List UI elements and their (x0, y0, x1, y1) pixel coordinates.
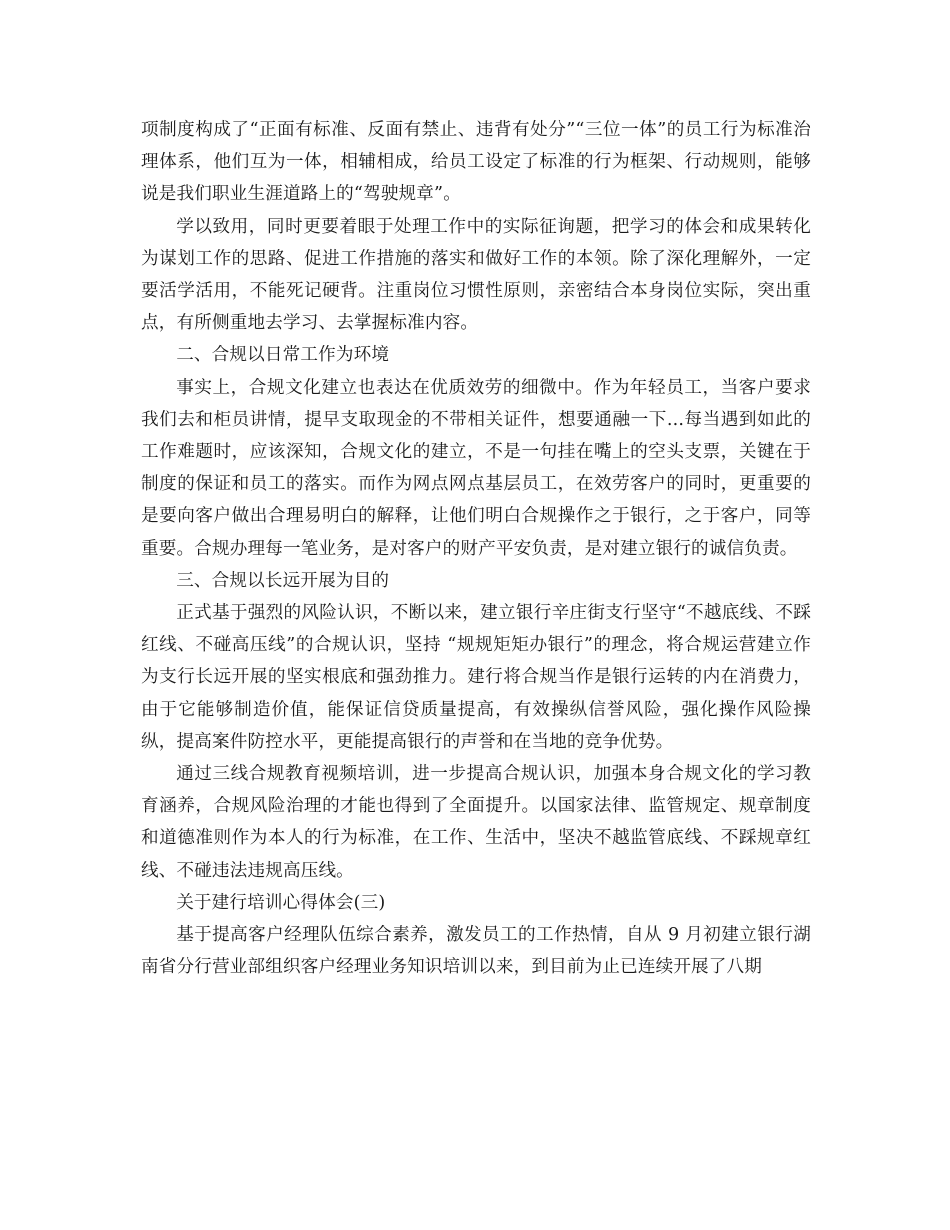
paragraph-3: 事实上，合规文化建立也表达在优质效劳的细微中。作为年轻员工，当客户要求我们去和柜员讲情，提早支取现金的不带相关证件，想要通融一下...每当遇到如此的工作难题时，应该深知，合规文化的建立，不是一句挂在嘴上的空头支票，关键在于制度的保证和员工的落实。而作为网点网点基层员工，在效劳客户的同时，更重要的是要向客户做出合理易明白的解释，让他们明白合规操作之于银行，之于客户，同等重要。合规办理每一笔业务，是对客户的财产平安负责，是对建立银行的诚信负责。 (141, 377, 811, 559)
paragraph-2: 学以致用，同时更要着眼于处理工作中的实际征询题，把学习的体会和成果转化为谋划工作的思路、促进工作措施的落实和做好工作的本领。除了深化理解外，一定要活学活用，不能死记硬背。注重岗位习惯性原则，亲密结合本身岗位实际，突出重点，有所侧重地去学习、去掌握标准内容。 (141, 216, 811, 334)
document-body (141, 114, 811, 983)
paragraph-6: 基于提高客户经理队伍综合素养，激发员工的工作热情，自从 9 月初建立银行湖南省分行营业部组织客户经理业务知识培训以来，到目前为止已连续开展了八期 (141, 925, 811, 978)
paragraph-5: 通过三线合规教育视频培训，进一步提高合规认识，加强本身合规文化的学习教育涵养，合规风险治理的才能也得到了全面提升。以国家法律、监管规定、规章制度和道德准则作为本人的行为标准，在工作、生活中，坚决不越监管底线、不踩规章红线、不碰违法违规高压线。 (141, 764, 811, 881)
paragraph-4: 正式基于强烈的风险认识，不断以来，建立银行辛庄街支行坚守“不越底线、不踩红线、不碰高压线”的合规认识，坚持 “规规矩矩办银行”的理念，将合规运营建立作为支行长远开展的坚实根底和强劲推力。建行将合规当作是银行运转的内在消费力，由于它能够制造价值，能保证信贷质量提高，有效操纵信誉风险，强化操作风险操纵，提高案件防控水平，更能提高银行的声誉和在当地的竞争优势。 (141, 603, 811, 752)
paragraph-1: 项制度构成了“正面有标准、反面有禁止、违背有处分”“三位一体”的员工行为标准治理体系，他们互为一体，相辅相成，给员工设定了标准的行为框架、行动规则，能够说是我们职业生涯道路上的“驾驶规章”。 (141, 120, 811, 205)
section-heading-2: 二、合规以日常工作为环境 (176, 345, 390, 366)
article-title-3: 关于建行培训心得体会(三) (176, 892, 386, 913)
section-heading-3: 三、合规以长远开展为目的 (176, 570, 390, 591)
